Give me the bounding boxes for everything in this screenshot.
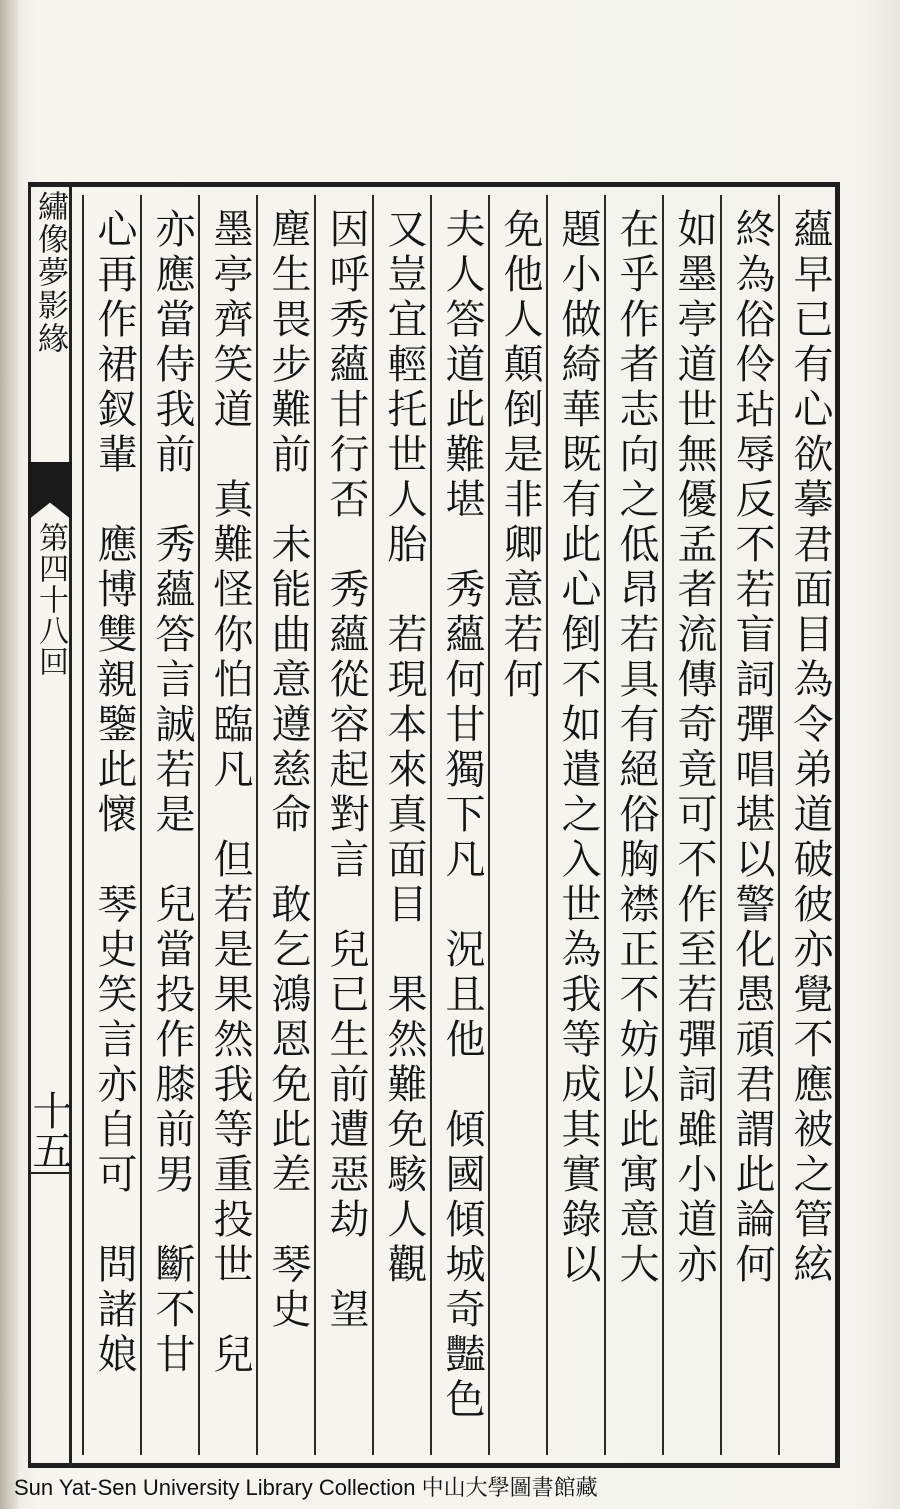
text-column: 心再作裙釵輩 應博雙親鑒此懷 琴史笑言亦自可 問諸娘 bbox=[91, 208, 137, 1378]
text-column: 夫人答道此難堪 秀蘊何甘獨下凡 況且他 傾國傾城奇豔色 bbox=[439, 208, 485, 1423]
text-column: 如墨亭道世無優孟者流傳奇竟可不作至若彈詞雖小道亦 bbox=[671, 208, 717, 1288]
text-column: 免他人顛倒是非卿意若何 bbox=[497, 208, 543, 703]
text-column: 終為俗伶玷辱反不若盲詞彈唱堪以警化愚頑君謂此論何 bbox=[729, 208, 775, 1288]
page-number: 十五 bbox=[26, 1090, 72, 1170]
text-column: 蘊早已有心欲摹君面目為令弟道破彼亦覺不應被之管絃 bbox=[787, 208, 833, 1288]
library-watermark: Sun Yat-Sen University Library Collection 中山大學圖書館藏 bbox=[14, 1475, 598, 1500]
text-column: 墨亭齊笑道 真難怪你怕臨凡 但若是果然我等重投世 兒 bbox=[207, 208, 253, 1378]
text-column: 又豈宜輕托世人胎 若現本來真面目 果然難免駭人觀 bbox=[381, 208, 427, 1288]
text-column: 亦應當侍我前 秀蘊答言誠若是 兒當投作膝前男 斷不甘 bbox=[149, 208, 195, 1378]
text-column: 塵生畏步難前 未能曲意遵慈命 敢乞鴻恩免此差 琴史 bbox=[265, 208, 311, 1333]
chapter-label: 第四十八回 bbox=[33, 522, 68, 677]
text-column: 題小做綺華既有此心倒不如遣之入世為我等成其實錄以 bbox=[555, 208, 601, 1288]
text-column: 在乎作者志向之低昂若具有絕俗胸襟正不妨以此寓意大 bbox=[613, 208, 659, 1288]
book-title: 繡像夢影緣 bbox=[32, 190, 68, 355]
text-column: 因呼秀蘊甘行否 秀蘊從容起對言 兒已生前遭惡劫 望 bbox=[323, 208, 369, 1333]
margin-rule bbox=[28, 1172, 72, 1174]
page-binding bbox=[0, 0, 18, 1509]
margin-column bbox=[28, 182, 72, 1468]
